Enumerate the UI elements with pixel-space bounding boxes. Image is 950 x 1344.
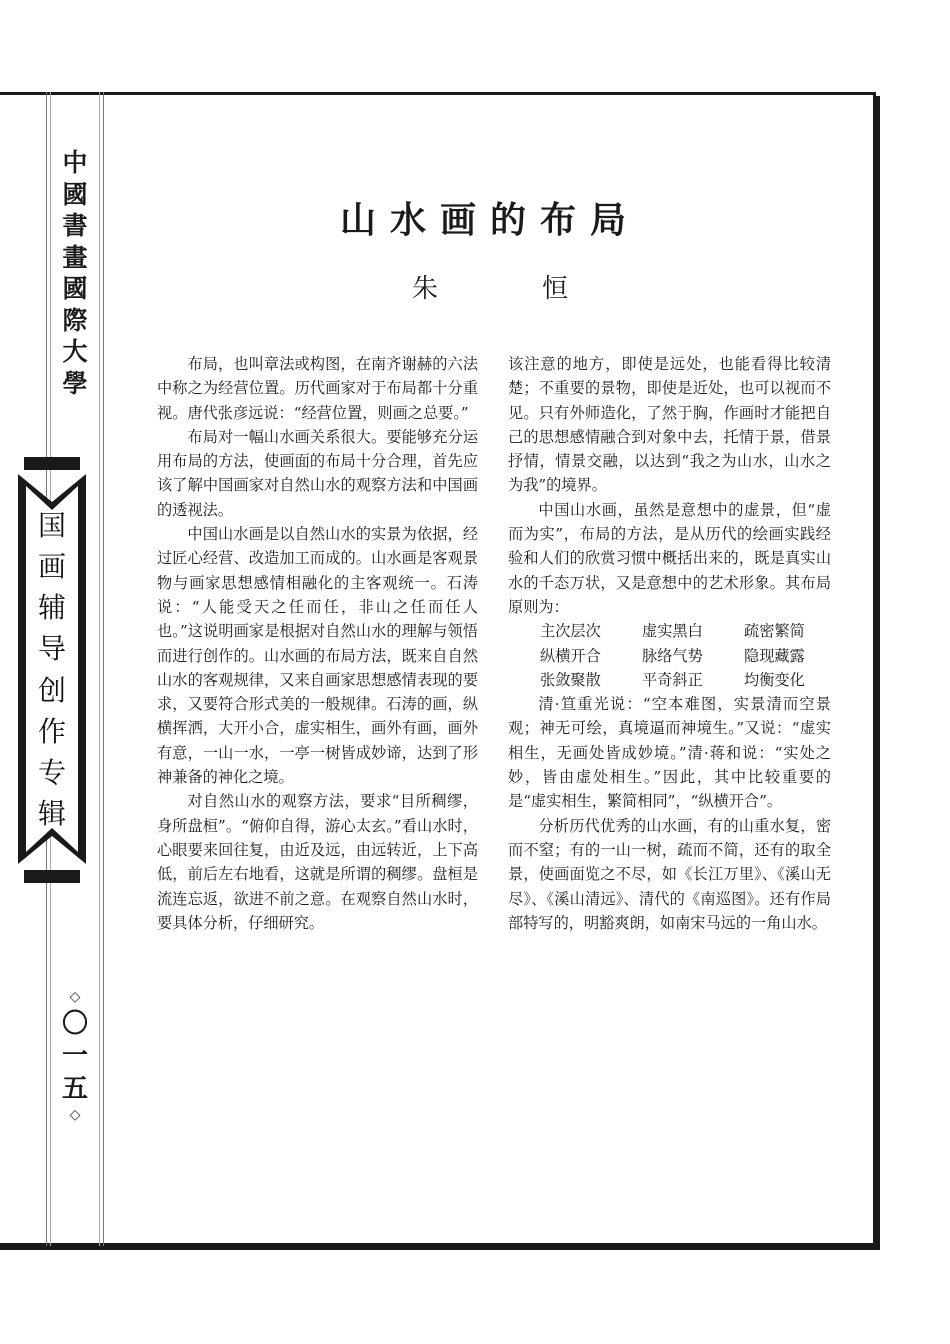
page-number-digit: 五 <box>61 1073 88 1104</box>
principle-item: 平奇斜正 <box>642 670 703 689</box>
badge-top-bar <box>24 457 80 470</box>
section-char: 辅 <box>37 591 66 625</box>
author-char: 恒 <box>541 274 568 304</box>
article-title: 山水画的布局 <box>339 199 640 241</box>
badge-bottom-bar <box>24 870 80 883</box>
section-char: 作 <box>37 714 66 748</box>
body-paragraph: 中国山水画，虽然是意想中的虚景，但“虚而为实”，布局的方法，是从历代的绘画实践经验和人们的欣赏习惯中概括出来的，既是真实山水的千态万状，又是意想中的艺术形象。其布局原则为： <box>508 500 831 616</box>
university-char: 中 <box>62 148 88 177</box>
page-number <box>53 990 97 1122</box>
body-paragraph: 对自然山水的观察方法，要求“目所稠缪，身所盘桓”。“俯仰自得，游心太玄。”看山水时，心眼要来回往复，由近及远，由远转近，上下高低，前后左右地看，这就是所谓的稠缪。盘桓是流连忘返，欲进不前之意。在观察自然山水时，要具体分析，仔细研究。 <box>157 792 478 932</box>
body-paragraph: 分析历代优秀的山水画，有的山重水复，密而不窒；有的一山一树，疏而不简，还有的取全景，使画面览之不尽，如《长江万里》、《溪山无尽》、《溪山清远》、清代的《南巡图》。还有作局部特写的，明豁爽朗，如南宋马远的一角山水。 <box>508 816 831 932</box>
page-number-digit: 一 <box>61 1041 88 1071</box>
principle-item: 脉络气势 <box>642 646 703 665</box>
article-column-left <box>157 352 478 935</box>
university-char: 際 <box>62 305 88 335</box>
body-paragraph: 布局对一幅山水画关系很大。要能够充分运用布局的方法，使画面的布局十分合理，首先应该了解中国画家对自然山水的观察方法和中国画的透视法。 <box>157 427 478 519</box>
university-char: 國 <box>62 274 88 304</box>
principle-item: 均衡变化 <box>744 670 805 689</box>
university-char: 學 <box>62 368 88 398</box>
section-char: 画 <box>37 550 66 584</box>
layout-principles-list <box>508 619 831 692</box>
article-author <box>400 268 580 305</box>
author-char: 朱 <box>412 274 439 304</box>
body-paragraph: 中国山水画是以自然山水的实景为依据，经过匠心经营、改造加工而成的。山水画是客观景物与画家思想感情相融化的主客观统一。石涛说：“人能受天之任而任，非山之任而任人也。”这说明画家是根据对自然山水的理解与领悟而进行创作的。山水画的布局方法，既来自自然山水的客观规律，又来自画家思想感情表现的要求，又要符合形式美的一般规律。石涛的画，纵横挥洒，大开小合，虚实相生，画外有画，画外有意，一山一水，一亭一树皆成妙谛，达到了形神兼备的神化之境。 <box>157 525 478 787</box>
body-paragraph-continued: 该注意的地方，即使是远处，也能看得比较清楚；不重要的景物，即使是近处，也可以视而不见。只有外师造化，了然于胸，作画时才能把自己的思想感情融合到对象中去，托情于景，借景抒情，情景交融，以达到“我之为山水，山水之为我”的境界。 <box>508 355 831 495</box>
university-char: 大 <box>62 337 88 367</box>
body-paragraph: 布局，也叫章法或构图，在南齐谢赫的六法中称之为经营位置。历代画家对于布局都十分重视。唐代张彦远说：“经营位置，则画之总要。” <box>157 355 478 422</box>
university-char: 國 <box>62 179 88 209</box>
diamond-icon: ◇ <box>69 989 81 1005</box>
principle-item: 张敛聚散 <box>540 670 601 689</box>
section-char: 国 <box>37 509 66 542</box>
university-name <box>53 142 97 404</box>
principle-item: 疏密繁简 <box>744 622 805 641</box>
body-paragraph: 清·笪重光说：“空本难图，实景清而空景观；神无可绘，真境逼而神境生。”又说：“虚实相生，无画处皆成妙境。”清·蒋和说：“实处之妙，皆由虚处相生。”因此，其中比较重要的是“虚实相生，繁简相同”，“纵横开合”。 <box>508 695 831 811</box>
diamond-icon: ◇ <box>69 1107 81 1123</box>
section-char: 导 <box>37 632 66 666</box>
section-char: 创 <box>37 673 66 707</box>
principle-item: 主次层次 <box>540 622 601 641</box>
section-char: 辑 <box>37 796 66 830</box>
principle-item: 隐现藏露 <box>744 646 805 665</box>
section-char: 专 <box>37 755 66 789</box>
section-title <box>26 509 78 830</box>
university-char: 畫 <box>62 242 88 272</box>
principle-item: 纵横开合 <box>540 646 601 665</box>
page-number-digit: 〇 <box>61 1008 88 1039</box>
principle-item: 虚实黑白 <box>642 622 703 641</box>
university-char: 書 <box>62 211 88 241</box>
article-column-right <box>508 352 831 935</box>
